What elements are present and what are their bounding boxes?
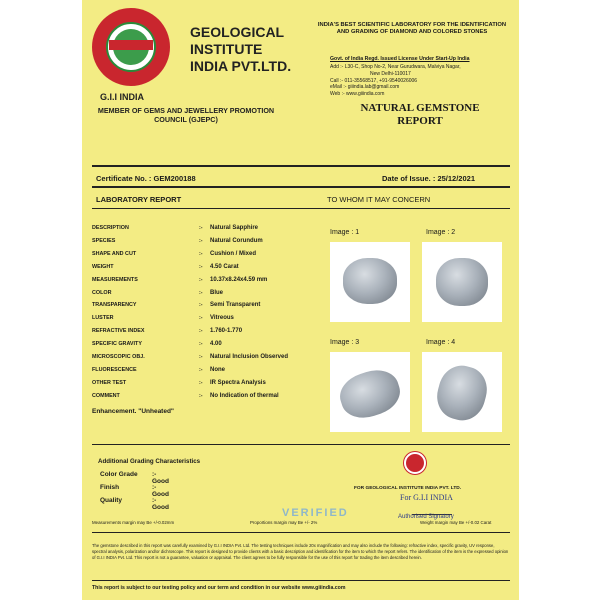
detail-label: TRANSPARENCY <box>92 302 137 309</box>
to-whom-text: TO WHOM IT MAY CONCERN <box>327 195 431 204</box>
logo-band <box>109 40 153 50</box>
detail-value: 4.00 <box>210 341 222 348</box>
detail-value: Blue <box>210 289 224 296</box>
detail-value: IR Spectra Analysis <box>210 379 266 386</box>
report-title: NATURAL GEMSTONE REPORT <box>360 102 480 127</box>
detail-row <box>92 341 322 353</box>
detail-separator: :- <box>199 366 203 373</box>
detail-row <box>92 225 322 237</box>
divider <box>92 532 510 533</box>
detail-value: Vitreous <box>210 315 234 322</box>
detail-label: FLUORESCENCE <box>92 366 137 373</box>
proportion-note: Proportions margin may Be +/- 2% <box>250 520 318 525</box>
grading-row: Finish :- Good <box>100 484 169 498</box>
detail-value: Natural Corundum <box>210 237 263 244</box>
detail-label: COLOR <box>92 289 112 296</box>
image-label: Image : 3 <box>330 339 360 346</box>
detail-separator: :- <box>199 225 203 231</box>
gem-image-1 <box>330 242 410 322</box>
certificate-page <box>82 0 519 600</box>
detail-row <box>92 328 322 340</box>
divider <box>92 444 510 445</box>
detail-separator: :- <box>199 263 203 270</box>
divider <box>92 165 510 167</box>
detail-label: SPECIFIC GRAVITY <box>92 341 142 348</box>
detail-row <box>92 367 322 379</box>
disclaimer-text: The gemstone described in this report was carefully examined by G.I.I INDIA Pvt. Ltd. The testing techniques include 20x magnification and may also include the following: refractive index, specific gravity, UV response, spectral analysis, polarization and/or dichroscope. This report is designed to provide clients with a basic description and identification for the item to which the report refers. The identification of the item is the expressed opinion of G.I.I INDIA Pvt. Ltd. This report is not a guarantee, valuation or appraisal. The client agrees to be fully responsible for the use of this report for trading the item described herein. <box>92 543 509 560</box>
gem-image-2 <box>422 242 502 322</box>
detail-row <box>92 264 322 276</box>
detail-separator: :- <box>199 289 203 296</box>
detail-row <box>92 238 322 250</box>
gem-image-3 <box>330 352 410 432</box>
address-block: Add :- L30-C, Shop No-2, Near Gurudwara, Malviya Nagar, New Delhi-110017 Call :- 011-35568517, +91-9540026006 eMail :- giiindia.lab@gmail.com Web :- www.giiindia.com <box>330 64 461 98</box>
detail-row <box>92 290 322 302</box>
detail-separator: :- <box>199 276 203 283</box>
detail-value: 4.50 Carat <box>210 263 239 270</box>
gem-photo <box>436 258 488 306</box>
grading-title: Additional Grading Characteristics <box>98 458 201 465</box>
divider <box>92 186 510 188</box>
detail-row <box>92 302 322 314</box>
image-label: Image : 1 <box>330 229 360 236</box>
detail-value: Natural Inclusion Observed <box>210 354 289 360</box>
brand-short: G.I.I INDIA <box>100 92 145 102</box>
detail-label: COMMENT <box>92 392 120 399</box>
measurement-note: Measurements margin may Be +/-0.02mm <box>92 520 175 525</box>
detail-value: Semi Transparent <box>210 302 261 309</box>
tagline: INDIA'S BEST SCIENTIFIC LABORATORY FOR THE IDENTIFICATION AND GRADING OF DIAMOND AND COLORED STONES <box>317 22 507 35</box>
grading-row: Color Grade :- Good <box>100 471 169 485</box>
section-title: LABORATORY REPORT <box>96 195 182 204</box>
detail-row <box>92 354 322 366</box>
detail-row <box>92 393 322 405</box>
verified-watermark: VERIFIED <box>282 507 349 519</box>
seal-icon <box>404 452 426 474</box>
detail-label: LUSTER <box>92 315 114 322</box>
grading-row: Quality :- Good <box>100 497 169 511</box>
organization-name: GEOLOGICAL INSTITUTE INDIA PVT.LTD. <box>190 24 292 74</box>
detail-label: SPECIES <box>92 237 116 244</box>
detail-value: Natural Sapphire <box>210 225 259 231</box>
detail-row <box>92 277 322 289</box>
authorised-signatory: Authorised Signatory <box>398 514 454 520</box>
date-of-issue: Date of Issue. : 25/12/2021 <box>382 174 475 183</box>
divider <box>92 208 510 209</box>
detail-value: None <box>210 366 225 373</box>
gem-photo <box>335 364 406 424</box>
detail-label: WEIGHT <box>92 263 114 270</box>
detail-value: 10.37x8.24x4.59 mm <box>210 276 268 283</box>
detail-separator: :- <box>199 237 203 244</box>
detail-separator: :- <box>199 328 203 335</box>
detail-label: REFRACTIVE INDEX <box>92 328 145 335</box>
gem-image-4 <box>422 352 502 432</box>
detail-value: No Indication of thermal <box>210 392 279 399</box>
membership-text: MEMBER OF GEMS AND JEWELLERY PROMOTION COUNCIL (GJEPC) <box>97 106 275 124</box>
detail-row <box>92 315 322 327</box>
detail-separator: :- <box>199 302 203 309</box>
for-company-short: For G.I.I INDIA <box>400 493 453 502</box>
image-label: Image : 2 <box>426 229 456 236</box>
divider <box>92 580 510 581</box>
detail-label: MICROSCOPIC OBJ. <box>92 354 145 360</box>
enhancement-text: Enhancement. "Unheated" <box>92 408 175 415</box>
certificate-number: Certificate No. : GEM200188 <box>96 174 196 183</box>
detail-label: MEASUREMENTS <box>92 276 138 283</box>
weight-note: Weight margin may Be +/-0.02 Carat <box>420 520 492 525</box>
detail-separator: :- <box>199 379 203 386</box>
detail-row <box>92 380 322 392</box>
detail-separator: :- <box>199 315 203 322</box>
footer-text: This report is subject to our testing policy and our term and condition in our website www.giiindia.com <box>92 585 346 591</box>
detail-separator: :- <box>199 341 203 348</box>
gem-photo <box>343 258 397 304</box>
image-label: Image : 4 <box>426 339 456 346</box>
govt-license: Govt. of India Regd. Issued License Under Start-Up India <box>330 56 470 62</box>
detail-label: SHAPE AND CUT <box>92 250 137 257</box>
detail-value: 1.760-1.770 <box>210 328 243 335</box>
detail-separator: :- <box>199 250 203 257</box>
detail-label: DESCRIPTION <box>92 225 129 231</box>
detail-value: Cushion / Mixed <box>210 250 257 257</box>
gem-photo <box>432 361 492 426</box>
for-company-line: FOR GEOLOGICAL INSTITUTE INDIA PVT. LTD. <box>354 486 462 491</box>
detail-label: OTHER TEST <box>92 379 127 386</box>
detail-row <box>92 251 322 263</box>
detail-separator: :- <box>199 354 203 360</box>
detail-separator: :- <box>199 392 203 399</box>
